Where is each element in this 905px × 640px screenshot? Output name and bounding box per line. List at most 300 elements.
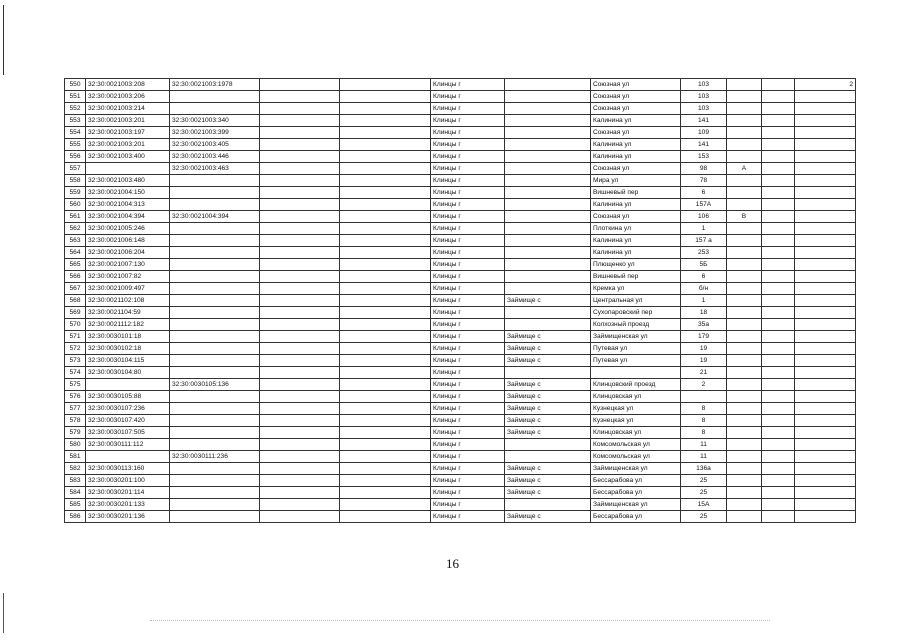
cell-parent-cadastral-number — [170, 175, 260, 187]
cell-extra-value — [795, 259, 856, 271]
cell-parent-cadastral-number: 32:30:0021003:1978 — [170, 79, 260, 91]
cell-row-number: 574 — [65, 367, 86, 379]
cell-empty-cell — [340, 367, 431, 379]
cell-cadastral-number: 32:30:0021003:206 — [86, 91, 170, 103]
cell-parent-cadastral-number — [170, 187, 260, 199]
cell-house-number: 25 — [681, 475, 727, 487]
cell-house-number: 15А — [681, 499, 727, 511]
cell-empty-cell — [762, 235, 795, 247]
cell-empty-cell — [340, 163, 431, 175]
cell-parent-cadastral-number: 32:30:0021003:399 — [170, 127, 260, 139]
cell-cadastral-number: 32:30:0021009:497 — [86, 283, 170, 295]
cell-empty-cell — [260, 391, 340, 403]
cell-street: Кузнецкая ул — [591, 403, 681, 415]
cell-empty-cell — [340, 271, 431, 283]
cell-street: Союзная ул — [591, 163, 681, 175]
cell-city: Клинцы г — [431, 223, 505, 235]
cell-city: Клинцы г — [431, 355, 505, 367]
cell-row-number: 553 — [65, 115, 86, 127]
table-row — [65, 379, 856, 391]
cell-row-number: 572 — [65, 343, 86, 355]
cell-empty-cell — [340, 103, 431, 115]
cell-cadastral-number: 32:30:0021004:313 — [86, 199, 170, 211]
cell-locality — [505, 187, 591, 199]
cell-locality — [505, 235, 591, 247]
cell-locality: Займище с — [505, 403, 591, 415]
cell-locality — [505, 367, 591, 379]
cell-cadastral-number: 32:30:0030104:115 — [86, 355, 170, 367]
cell-row-number: 563 — [65, 235, 86, 247]
cell-city: Клинцы г — [431, 331, 505, 343]
cell-empty-cell — [260, 175, 340, 187]
cell-empty-cell — [340, 403, 431, 415]
cell-street: Займищенская ул — [591, 463, 681, 475]
margin-line — [3, 5, 4, 75]
cell-locality — [505, 223, 591, 235]
cell-extra-value — [795, 247, 856, 259]
cell-empty-cell — [762, 403, 795, 415]
cell-empty-cell — [762, 295, 795, 307]
cell-extra-value — [795, 283, 856, 295]
cell-city: Клинцы г — [431, 307, 505, 319]
table-row — [65, 223, 856, 235]
cell-locality: Займище с — [505, 475, 591, 487]
cell-cadastral-number: 32:30:0030102:18 — [86, 343, 170, 355]
cell-building-letter — [727, 271, 762, 283]
cell-extra-value — [795, 211, 856, 223]
cell-empty-cell — [762, 139, 795, 151]
cell-street: Сухопаровский пер — [591, 307, 681, 319]
cell-cadastral-number: 32:30:0030201:114 — [86, 487, 170, 499]
cell-empty-cell — [762, 487, 795, 499]
cell-house-number: 157 а — [681, 235, 727, 247]
cell-empty-cell — [260, 415, 340, 427]
cell-parent-cadastral-number — [170, 283, 260, 295]
cell-parent-cadastral-number — [170, 319, 260, 331]
cell-empty-cell — [340, 259, 431, 271]
cell-cadastral-number: 32:30:0030107:236 — [86, 403, 170, 415]
table-row — [65, 403, 856, 415]
cell-row-number: 561 — [65, 211, 86, 223]
cell-empty-cell — [340, 391, 431, 403]
cell-empty-cell — [260, 151, 340, 163]
cell-cadastral-number: 32:30:0030107:505 — [86, 427, 170, 439]
cell-house-number: 109 — [681, 127, 727, 139]
table-row — [65, 235, 856, 247]
cell-empty-cell — [340, 379, 431, 391]
cell-empty-cell — [762, 319, 795, 331]
cell-extra-value — [795, 307, 856, 319]
cell-empty-cell — [762, 379, 795, 391]
cell-parent-cadastral-number — [170, 355, 260, 367]
table-row — [65, 499, 856, 511]
cell-building-letter: В — [727, 211, 762, 223]
cell-street: Плоткина ул — [591, 223, 681, 235]
cell-empty-cell — [260, 307, 340, 319]
cell-row-number: 573 — [65, 355, 86, 367]
cell-empty-cell — [762, 367, 795, 379]
cell-city: Клинцы г — [431, 379, 505, 391]
cell-building-letter — [727, 511, 762, 523]
cell-house-number: 103 — [681, 79, 727, 91]
cell-parent-cadastral-number — [170, 427, 260, 439]
cell-empty-cell — [340, 127, 431, 139]
cell-cadastral-number: 32:30:0021006:148 — [86, 235, 170, 247]
table-row — [65, 199, 856, 211]
cell-city: Клинцы г — [431, 283, 505, 295]
cell-cadastral-number: 32:30:0021003:197 — [86, 127, 170, 139]
cell-house-number: 179 — [681, 331, 727, 343]
cell-building-letter — [727, 487, 762, 499]
cell-parent-cadastral-number — [170, 103, 260, 115]
cell-city: Клинцы г — [431, 499, 505, 511]
cell-empty-cell — [762, 427, 795, 439]
cell-empty-cell — [340, 511, 431, 523]
page-number: 16 — [446, 556, 459, 571]
cell-empty-cell — [762, 175, 795, 187]
cell-empty-cell — [340, 355, 431, 367]
cell-house-number: 19 — [681, 355, 727, 367]
margin-line — [3, 593, 4, 633]
cell-house-number: 6 — [681, 187, 727, 199]
cell-city: Клинцы г — [431, 127, 505, 139]
cell-empty-cell — [340, 187, 431, 199]
table-row — [65, 475, 856, 487]
cell-empty-cell — [762, 115, 795, 127]
cell-empty-cell — [340, 319, 431, 331]
cell-building-letter — [727, 403, 762, 415]
cell-house-number: 141 — [681, 139, 727, 151]
cell-empty-cell — [762, 511, 795, 523]
cell-parent-cadastral-number — [170, 271, 260, 283]
cell-city: Клинцы г — [431, 115, 505, 127]
cell-extra-value — [795, 379, 856, 391]
cell-house-number: 1 — [681, 295, 727, 307]
cell-cadastral-number: 32:30:0021007:82 — [86, 271, 170, 283]
table-row — [65, 175, 856, 187]
table-row — [65, 343, 856, 355]
cell-street: Бессарабова ул — [591, 475, 681, 487]
cell-locality — [505, 439, 591, 451]
cell-empty-cell — [260, 235, 340, 247]
cell-house-number: 103 — [681, 103, 727, 115]
cell-parent-cadastral-number — [170, 487, 260, 499]
cell-locality — [505, 151, 591, 163]
cell-house-number: 35а — [681, 319, 727, 331]
cell-building-letter — [727, 175, 762, 187]
table-row — [65, 127, 856, 139]
table-row — [65, 247, 856, 259]
cell-street: Калинина ул — [591, 139, 681, 151]
cell-extra-value — [795, 511, 856, 523]
cell-empty-cell — [260, 331, 340, 343]
cell-building-letter — [727, 355, 762, 367]
cell-empty-cell — [762, 283, 795, 295]
cell-row-number: 565 — [65, 259, 86, 271]
cell-empty-cell — [340, 475, 431, 487]
cell-building-letter — [727, 187, 762, 199]
cell-building-letter — [727, 379, 762, 391]
cell-city: Клинцы г — [431, 427, 505, 439]
cell-empty-cell — [260, 79, 340, 91]
cell-extra-value — [795, 151, 856, 163]
cell-locality: Займище с — [505, 487, 591, 499]
cell-row-number: 577 — [65, 403, 86, 415]
cell-parent-cadastral-number: 32:30:0021003:405 — [170, 139, 260, 151]
cell-empty-cell — [260, 463, 340, 475]
cell-building-letter — [727, 79, 762, 91]
table-row — [65, 271, 856, 283]
cell-city: Клинцы г — [431, 391, 505, 403]
cell-locality: Займище с — [505, 331, 591, 343]
cell-extra-value — [795, 439, 856, 451]
cell-street: Вишневый пер — [591, 271, 681, 283]
cell-city: Клинцы г — [431, 451, 505, 463]
cell-empty-cell — [762, 307, 795, 319]
cell-locality — [505, 79, 591, 91]
cell-row-number: 559 — [65, 187, 86, 199]
cell-house-number: 11 — [681, 451, 727, 463]
table-row — [65, 331, 856, 343]
cell-empty-cell — [762, 259, 795, 271]
cell-row-number: 568 — [65, 295, 86, 307]
cell-cadastral-number: 32:30:0030111:112 — [86, 439, 170, 451]
cell-house-number: 103 — [681, 91, 727, 103]
cell-extra-value — [795, 115, 856, 127]
cell-cadastral-number: 32:30:0021102:108 — [86, 295, 170, 307]
cell-cadastral-number: 32:30:0030201:100 — [86, 475, 170, 487]
cell-empty-cell — [762, 91, 795, 103]
cell-cadastral-number: 32:30:0021104:59 — [86, 307, 170, 319]
cell-extra-value — [795, 199, 856, 211]
cell-row-number: 552 — [65, 103, 86, 115]
cell-building-letter — [727, 319, 762, 331]
cell-building-letter — [727, 463, 762, 475]
cell-street: Союзная ул — [591, 127, 681, 139]
cell-cadastral-number: 32:30:0030101:18 — [86, 331, 170, 343]
cell-extra-value — [795, 187, 856, 199]
cell-building-letter — [727, 247, 762, 259]
table-row — [65, 295, 856, 307]
cell-city: Клинцы г — [431, 415, 505, 427]
table-row — [65, 415, 856, 427]
cell-parent-cadastral-number — [170, 463, 260, 475]
cell-locality — [505, 451, 591, 463]
cell-street: Клинцовская ул — [591, 391, 681, 403]
cell-street — [591, 367, 681, 379]
table-row — [65, 259, 856, 271]
cell-parent-cadastral-number — [170, 403, 260, 415]
cell-house-number: 25 — [681, 487, 727, 499]
table-row — [65, 391, 856, 403]
cell-locality — [505, 175, 591, 187]
cell-extra-value — [795, 463, 856, 475]
cell-street: Калинина ул — [591, 235, 681, 247]
cell-city: Клинцы г — [431, 463, 505, 475]
cell-building-letter — [727, 499, 762, 511]
cell-empty-cell — [340, 487, 431, 499]
register-table — [64, 78, 856, 523]
cell-city: Клинцы г — [431, 343, 505, 355]
cell-extra-value — [795, 475, 856, 487]
cell-empty-cell — [260, 379, 340, 391]
cell-row-number: 578 — [65, 415, 86, 427]
cell-extra-value — [795, 415, 856, 427]
table-row — [65, 511, 856, 523]
cell-empty-cell — [260, 319, 340, 331]
cell-street: Бессарабова ул — [591, 511, 681, 523]
cell-street: Путевая ул — [591, 343, 681, 355]
cell-empty-cell — [762, 439, 795, 451]
cell-building-letter — [727, 127, 762, 139]
cell-house-number: 19 — [681, 343, 727, 355]
cell-empty-cell — [340, 331, 431, 343]
cell-locality — [505, 247, 591, 259]
cell-row-number: 576 — [65, 391, 86, 403]
cell-street: Займищенская ул — [591, 331, 681, 343]
cell-extra-value — [795, 451, 856, 463]
cell-locality: Займище с — [505, 343, 591, 355]
cell-building-letter — [727, 115, 762, 127]
scan-artifact-line — [150, 620, 770, 621]
cell-cadastral-number: 32:30:0021005:246 — [86, 223, 170, 235]
cell-empty-cell — [762, 415, 795, 427]
cell-row-number: 558 — [65, 175, 86, 187]
cell-house-number: 11 — [681, 439, 727, 451]
cell-city: Клинцы г — [431, 187, 505, 199]
cell-empty-cell — [260, 271, 340, 283]
cell-cadastral-number: 32:30:0021003:201 — [86, 139, 170, 151]
cell-street: Мира ул — [591, 175, 681, 187]
cell-empty-cell — [762, 355, 795, 367]
cell-locality: Займище с — [505, 415, 591, 427]
cell-parent-cadastral-number — [170, 223, 260, 235]
cell-extra-value — [795, 319, 856, 331]
table-row — [65, 103, 856, 115]
cell-street: Союзная ул — [591, 91, 681, 103]
cell-building-letter — [727, 427, 762, 439]
cell-locality — [505, 199, 591, 211]
cell-building-letter — [727, 235, 762, 247]
cell-building-letter — [727, 199, 762, 211]
cell-building-letter — [727, 391, 762, 403]
cell-cadastral-number — [86, 451, 170, 463]
cell-city: Клинцы г — [431, 271, 505, 283]
cell-building-letter — [727, 259, 762, 271]
cell-extra-value — [795, 499, 856, 511]
cell-empty-cell — [260, 247, 340, 259]
cell-empty-cell — [260, 511, 340, 523]
cell-row-number: 560 — [65, 199, 86, 211]
cell-row-number: 551 — [65, 91, 86, 103]
cell-street: Путевая ул — [591, 355, 681, 367]
cell-locality: Займище с — [505, 295, 591, 307]
cell-extra-value — [795, 235, 856, 247]
cell-locality: Займище с — [505, 355, 591, 367]
cell-row-number: 583 — [65, 475, 86, 487]
cell-row-number: 564 — [65, 247, 86, 259]
cell-row-number: 550 — [65, 79, 86, 91]
cell-parent-cadastral-number — [170, 475, 260, 487]
cell-empty-cell — [762, 499, 795, 511]
cell-house-number: б/н — [681, 283, 727, 295]
cell-parent-cadastral-number — [170, 247, 260, 259]
cell-parent-cadastral-number — [170, 295, 260, 307]
cell-empty-cell — [762, 163, 795, 175]
cell-empty-cell — [340, 79, 431, 91]
cell-house-number: 1 — [681, 223, 727, 235]
cell-empty-cell — [260, 499, 340, 511]
cell-extra-value — [795, 163, 856, 175]
cell-locality — [505, 319, 591, 331]
cell-street: Союзная ул — [591, 79, 681, 91]
cell-extra-value — [795, 139, 856, 151]
cell-extra-value — [795, 103, 856, 115]
cell-empty-cell — [762, 223, 795, 235]
cell-extra-value — [795, 295, 856, 307]
cell-empty-cell — [762, 127, 795, 139]
cell-empty-cell — [340, 91, 431, 103]
cell-cadastral-number: 32:30:0021004:150 — [86, 187, 170, 199]
cell-empty-cell — [762, 79, 795, 91]
cell-extra-value: 2 — [795, 79, 856, 91]
cell-cadastral-number — [86, 379, 170, 391]
cell-parent-cadastral-number — [170, 307, 260, 319]
cell-cadastral-number: 32:30:0021003:201 — [86, 115, 170, 127]
cell-city: Клинцы г — [431, 175, 505, 187]
cell-empty-cell — [762, 463, 795, 475]
cell-parent-cadastral-number: 32:30:0030105:136 — [170, 379, 260, 391]
cell-street: Союзная ул — [591, 211, 681, 223]
cell-empty-cell — [260, 91, 340, 103]
cell-street: Кремка ул — [591, 283, 681, 295]
cell-empty-cell — [340, 295, 431, 307]
cell-empty-cell — [340, 307, 431, 319]
cell-cadastral-number — [86, 163, 170, 175]
cell-building-letter — [727, 343, 762, 355]
cell-empty-cell — [340, 223, 431, 235]
cell-building-letter — [727, 475, 762, 487]
cell-locality — [505, 103, 591, 115]
cell-cadastral-number: 32:30:0021006:204 — [86, 247, 170, 259]
cell-building-letter — [727, 103, 762, 115]
table-row — [65, 451, 856, 463]
cell-empty-cell — [340, 427, 431, 439]
cell-parent-cadastral-number — [170, 199, 260, 211]
cell-parent-cadastral-number — [170, 235, 260, 247]
cell-empty-cell — [762, 331, 795, 343]
cell-row-number: 579 — [65, 427, 86, 439]
cell-empty-cell — [340, 151, 431, 163]
cell-building-letter — [727, 295, 762, 307]
cell-city: Клинцы г — [431, 79, 505, 91]
cell-street: Бессарабова ул — [591, 487, 681, 499]
cell-building-letter — [727, 307, 762, 319]
cell-extra-value — [795, 487, 856, 499]
cell-empty-cell — [762, 103, 795, 115]
cell-city: Клинцы г — [431, 211, 505, 223]
cell-extra-value — [795, 367, 856, 379]
cell-empty-cell — [340, 235, 431, 247]
cell-row-number: 562 — [65, 223, 86, 235]
cell-building-letter — [727, 367, 762, 379]
cell-house-number: 6 — [681, 271, 727, 283]
cell-city: Клинцы г — [431, 475, 505, 487]
cell-street: Калинина ул — [591, 199, 681, 211]
cell-empty-cell — [762, 151, 795, 163]
cell-building-letter — [727, 439, 762, 451]
cell-row-number: 566 — [65, 271, 86, 283]
